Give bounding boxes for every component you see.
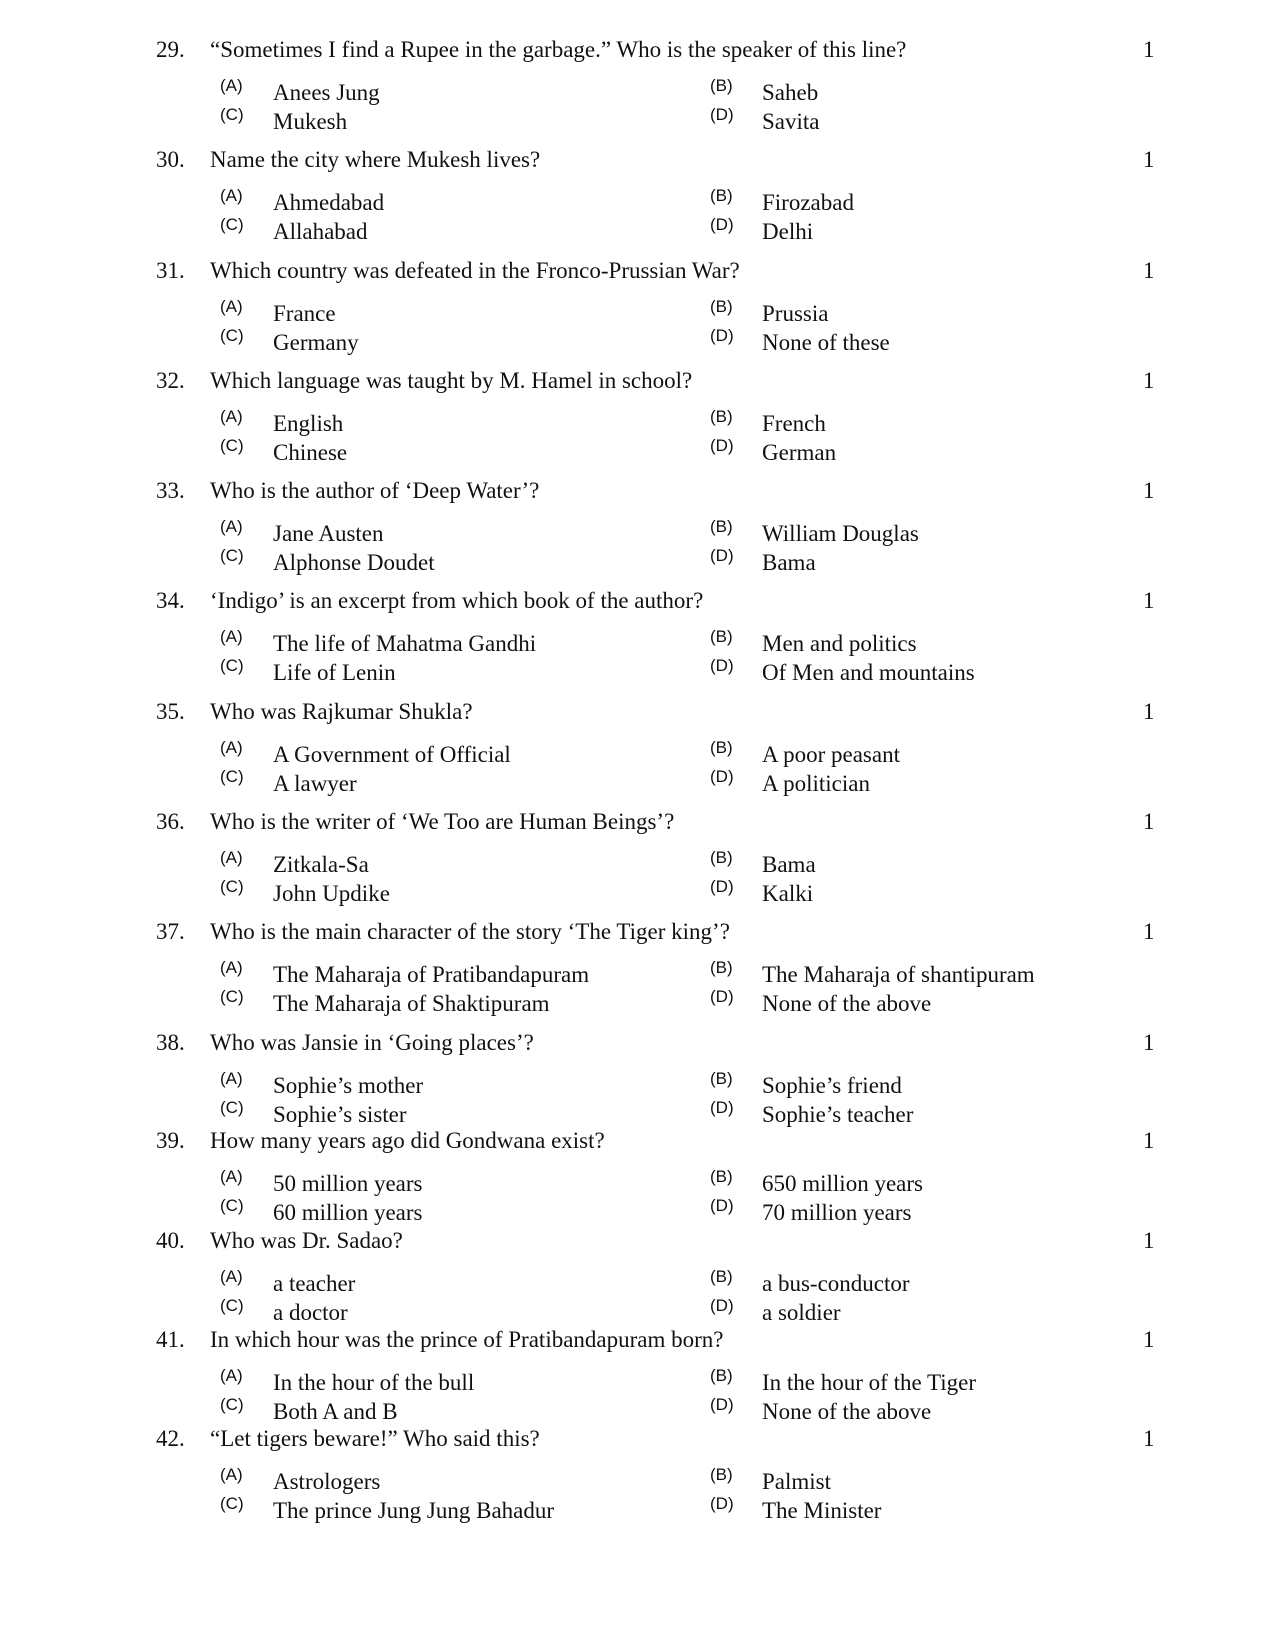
question-row	[0, 145, 1275, 175]
option-label: (C)	[220, 767, 244, 786]
option-label: (B)	[710, 738, 733, 757]
option-text: 50 million years	[273, 1171, 423, 1196]
option-label: (D)	[710, 546, 734, 565]
question-number: 35.	[156, 699, 185, 724]
option-label: (B)	[710, 848, 733, 867]
option-text: Sophie’s friend	[762, 1073, 902, 1098]
question-text: Which language was taught by M. Hamel in school?	[210, 368, 693, 393]
option-label: (A)	[220, 958, 243, 977]
option-text: 60 million years	[273, 1200, 423, 1225]
question-row	[0, 1424, 1275, 1454]
question-text: Name the city where Mukesh lives?	[210, 147, 541, 172]
question-row	[0, 476, 1275, 506]
options-grid	[0, 957, 1275, 1017]
question-row	[0, 1226, 1275, 1256]
option-label: (C)	[220, 1098, 244, 1117]
option-label: (B)	[710, 297, 733, 316]
option-label: (B)	[710, 1267, 733, 1286]
option-text: A politician	[762, 771, 870, 796]
option-text: Chinese	[273, 440, 348, 465]
question-marks: 1	[1143, 258, 1155, 283]
option-label: (D)	[710, 1395, 734, 1414]
question-row	[0, 366, 1275, 396]
question-number: 36.	[156, 809, 185, 834]
option-text: Allahabad	[273, 219, 368, 244]
question-number: 29.	[156, 37, 185, 62]
option-text: Both A and B	[273, 1399, 398, 1424]
option-text: Sophie’s sister	[273, 1102, 407, 1127]
option-text: The Minister	[762, 1498, 882, 1523]
option-text: Sophie’s mother	[273, 1073, 424, 1098]
option-label: (B)	[710, 1167, 733, 1186]
question-marks: 1	[1143, 1327, 1155, 1352]
option-label: (C)	[220, 436, 244, 455]
options-grid	[0, 1266, 1275, 1326]
option-text: French	[762, 411, 826, 436]
option-text: In the hour of the Tiger	[762, 1370, 977, 1395]
question-block	[0, 807, 1275, 906]
option-text: Firozabad	[762, 190, 854, 215]
option-label: (C)	[220, 987, 244, 1006]
question-marks: 1	[1143, 368, 1155, 393]
option-text: Prussia	[762, 301, 829, 326]
options-grid	[0, 1464, 1275, 1524]
question-block	[0, 697, 1275, 796]
option-label: (A)	[220, 738, 243, 757]
options-grid	[0, 75, 1275, 135]
question-block	[0, 476, 1275, 575]
question-marks: 1	[1143, 478, 1155, 503]
option-label: (D)	[710, 436, 734, 455]
option-label: (D)	[710, 656, 734, 675]
option-label: (B)	[710, 517, 733, 536]
option-label: (D)	[710, 1098, 734, 1117]
option-text: France	[273, 301, 336, 326]
option-label: (B)	[710, 958, 733, 977]
question-marks: 1	[1143, 919, 1155, 944]
option-text: None of the above	[762, 991, 932, 1016]
option-text: Palmist	[762, 1469, 832, 1494]
option-label: (C)	[220, 656, 244, 675]
option-label: (C)	[220, 1395, 244, 1414]
question-row	[0, 917, 1275, 947]
question-row	[0, 35, 1275, 65]
option-text: Bama	[762, 852, 816, 877]
question-text: In which hour was the prince of Pratibandapuram born?	[210, 1327, 724, 1352]
option-text: Kalki	[762, 881, 814, 906]
options-grid	[0, 296, 1275, 356]
option-text: William Douglas	[762, 521, 919, 546]
option-label: (C)	[220, 1494, 244, 1513]
option-text: None of the above	[762, 1399, 932, 1424]
option-text: a soldier	[762, 1300, 841, 1325]
question-text: Who was Rajkumar Shukla?	[210, 699, 473, 724]
option-text: a doctor	[273, 1300, 348, 1325]
option-label: (A)	[220, 1366, 243, 1385]
question-block	[0, 1424, 1275, 1523]
option-label: (D)	[710, 215, 734, 234]
option-label: (C)	[220, 877, 244, 896]
question-number: 32.	[156, 368, 185, 393]
option-text: English	[273, 411, 344, 436]
question-text: “Sometimes I find a Rupee in the garbage.” Who is the speaker of this line?	[210, 37, 907, 62]
question-marks: 1	[1143, 147, 1155, 172]
question-row	[0, 1126, 1275, 1156]
option-label: (D)	[710, 105, 734, 124]
option-text: a bus-conductor	[762, 1271, 910, 1296]
question-marks: 1	[1143, 37, 1155, 62]
option-text: German	[762, 440, 837, 465]
option-text: The life of Mahatma Gandhi	[273, 631, 537, 656]
option-label: (D)	[710, 767, 734, 786]
option-label: (C)	[220, 1196, 244, 1215]
options-grid	[0, 847, 1275, 907]
option-text: Germany	[273, 330, 359, 355]
options-grid	[0, 406, 1275, 466]
question-row	[0, 256, 1275, 286]
option-text: The Maharaja of shantipuram	[762, 962, 1035, 987]
option-label: (B)	[710, 1366, 733, 1385]
question-block	[0, 586, 1275, 685]
question-block	[0, 1126, 1275, 1225]
question-block	[0, 256, 1275, 355]
option-text: Sophie’s teacher	[762, 1102, 914, 1127]
option-text: Alphonse Doudet	[273, 550, 435, 575]
option-text: Mukesh	[273, 109, 348, 134]
question-row	[0, 1028, 1275, 1058]
question-block	[0, 35, 1275, 134]
option-label: (A)	[220, 1267, 243, 1286]
question-row	[0, 586, 1275, 616]
option-text: 650 million years	[762, 1171, 923, 1196]
question-block	[0, 1325, 1275, 1424]
option-label: (B)	[710, 76, 733, 95]
option-label: (A)	[220, 186, 243, 205]
options-grid	[0, 626, 1275, 686]
option-label: (A)	[220, 848, 243, 867]
option-text: The Maharaja of Shaktipuram	[273, 991, 550, 1016]
option-text: John Updike	[273, 881, 390, 906]
option-label: (B)	[710, 186, 733, 205]
options-grid	[0, 1068, 1275, 1128]
option-label: (A)	[220, 1069, 243, 1088]
option-text: The prince Jung Jung Bahadur	[273, 1498, 555, 1523]
question-marks: 1	[1143, 699, 1155, 724]
question-text: Who was Dr. Sadao?	[210, 1228, 403, 1253]
option-label: (D)	[710, 326, 734, 345]
option-label: (A)	[220, 297, 243, 316]
question-number: 31.	[156, 258, 185, 283]
option-text: A poor peasant	[762, 742, 900, 767]
question-number: 33.	[156, 478, 185, 503]
question-block	[0, 366, 1275, 465]
option-label: (A)	[220, 76, 243, 95]
option-label: (A)	[220, 407, 243, 426]
option-label: (C)	[220, 1296, 244, 1315]
option-label: (B)	[710, 627, 733, 646]
question-number: 40.	[156, 1228, 185, 1253]
question-block	[0, 1226, 1275, 1325]
option-text: In the hour of the bull	[273, 1370, 475, 1395]
options-grid	[0, 1166, 1275, 1226]
question-text: Who is the author of ‘Deep Water’?	[210, 478, 540, 503]
option-text: None of these	[762, 330, 890, 355]
option-text: Astrologers	[273, 1469, 381, 1494]
option-label: (A)	[220, 1167, 243, 1186]
options-grid	[0, 185, 1275, 245]
option-label: (B)	[710, 407, 733, 426]
option-label: (A)	[220, 517, 243, 536]
question-number: 30.	[156, 147, 185, 172]
question-block	[0, 145, 1275, 244]
option-text: Anees Jung	[273, 80, 380, 105]
options-grid	[0, 516, 1275, 576]
question-number: 41.	[156, 1327, 185, 1352]
question-marks: 1	[1143, 588, 1155, 613]
question-marks: 1	[1143, 1030, 1155, 1055]
option-text: A Government of Official	[273, 742, 511, 767]
option-text: Of Men and mountains	[762, 660, 975, 685]
option-label: (C)	[220, 105, 244, 124]
option-text: Saheb	[762, 80, 819, 105]
question-marks: 1	[1143, 1426, 1155, 1451]
question-text: Which country was defeated in the Fronco-Prussian War?	[210, 258, 740, 283]
question-text: ‘Indigo’ is an excerpt from which book of the author?	[210, 588, 704, 613]
option-text: Ahmedabad	[273, 190, 385, 215]
question-number: 34.	[156, 588, 185, 613]
option-label: (C)	[220, 215, 244, 234]
option-label: (D)	[710, 1494, 734, 1513]
question-number: 39.	[156, 1128, 185, 1153]
question-marks: 1	[1143, 809, 1155, 834]
question-block	[0, 1028, 1275, 1127]
question-number: 38.	[156, 1030, 185, 1055]
option-text: A lawyer	[273, 771, 357, 796]
question-number: 37.	[156, 919, 185, 944]
options-grid	[0, 1365, 1275, 1425]
question-text: Who is the writer of ‘We Too are Human Beings’?	[210, 809, 675, 834]
option-label: (C)	[220, 326, 244, 345]
option-label: (B)	[710, 1465, 733, 1484]
option-label: (A)	[220, 1465, 243, 1484]
question-text: How many years ago did Gondwana exist?	[210, 1128, 605, 1153]
option-label: (D)	[710, 1296, 734, 1315]
option-text: Men and politics	[762, 631, 917, 656]
question-text: Who was Jansie in ‘Going places’?	[210, 1030, 534, 1055]
option-label: (B)	[710, 1069, 733, 1088]
question-row	[0, 807, 1275, 837]
question-row	[0, 1325, 1275, 1355]
option-text: 70 million years	[762, 1200, 912, 1225]
option-text: The Maharaja of Pratibandapuram	[273, 962, 590, 987]
option-label: (D)	[710, 987, 734, 1006]
question-row	[0, 697, 1275, 727]
option-text: a teacher	[273, 1271, 356, 1296]
option-text: Savita	[762, 109, 820, 134]
option-text: Jane Austen	[273, 521, 384, 546]
option-text: Zitkala-Sa	[273, 852, 369, 877]
question-number: 42.	[156, 1426, 185, 1451]
question-marks: 1	[1143, 1128, 1155, 1153]
question-text: Who is the main character of the story ‘The Tiger king’?	[210, 919, 730, 944]
options-grid	[0, 737, 1275, 797]
question-text: “Let tigers beware!” Who said this?	[210, 1426, 540, 1451]
option-label: (A)	[220, 627, 243, 646]
option-label: (C)	[220, 546, 244, 565]
option-label: (D)	[710, 1196, 734, 1215]
option-text: Bama	[762, 550, 816, 575]
option-label: (D)	[710, 877, 734, 896]
option-text: Delhi	[762, 219, 814, 244]
option-text: Life of Lenin	[273, 660, 396, 685]
question-block	[0, 917, 1275, 1016]
question-marks: 1	[1143, 1228, 1155, 1253]
